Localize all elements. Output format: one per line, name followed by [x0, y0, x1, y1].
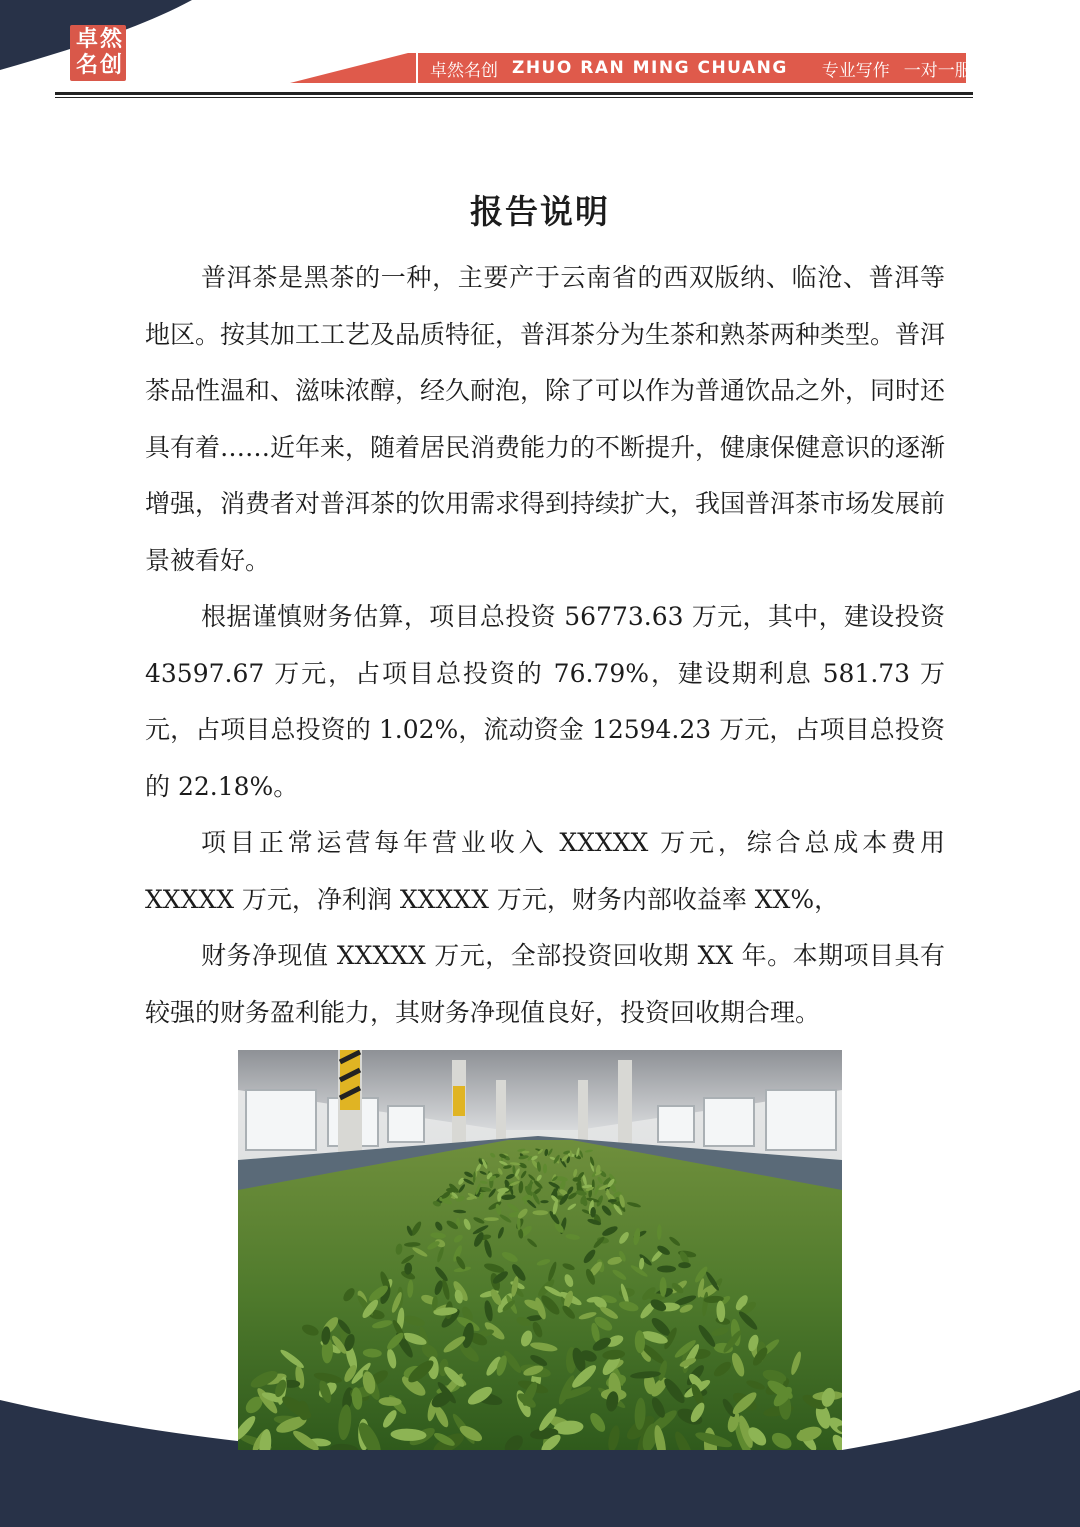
- header-banner: [418, 53, 989, 83]
- paragraph-investment: 根据谨慎财务估算，项目总投资 56773.63 万元，其中，建设投资 43597.67 万元，占项目总投资的 76.79%，建设期利息 581.73 万元，占项目总投资的 1.02%，流动资金 12594.23 万元，占项目总投资的 22.18%。: [145, 602, 945, 801]
- banner-brand-cn: 卓然名创: [430, 60, 498, 81]
- banner-slogan-1: 专业写作: [821, 60, 890, 81]
- report-body: [145, 250, 945, 1041]
- logo-char: 名: [76, 53, 99, 78]
- page-title: 报告说明: [470, 192, 610, 231]
- logo-char: 创: [100, 53, 123, 78]
- header-rule-thin: [55, 97, 973, 98]
- paragraph-npv: 财务净现值 XXXXX 万元，全部投资回收期 XX 年。本期项目具有较强的财务盈利能力，其财务净现值良好，投资回收期合理。: [145, 941, 945, 1027]
- logo-char: 卓: [76, 27, 99, 52]
- paragraph-intro: 普洱茶是黑茶的一种，主要产于云南省的西双版纳、临沧、普洱等地区。按其加工工艺及品质特征，普洱茶分为生茶和熟茶两种类型。普洱茶品性温和、滋味浓醇，经久耐泡，除了可以作为普通饮品之外，同时还具有着……近年来，随着居民消费能力的不断提升，健康保健意识的逐渐增强，消费者对普洱茶的饮用需求得到持续扩大，我国普洱茶市场发展前景被看好。: [145, 263, 946, 575]
- banner-wedge-decoration: [290, 52, 420, 84]
- banner-brand-en: ZHUO RAN MING CHUANG: [512, 58, 788, 78]
- tea-leaves-photo: [238, 1050, 842, 1450]
- banner-slogan-2: 一对一服务: [903, 60, 989, 81]
- paragraph-revenue: 项目正常运营每年营业收入 XXXXX 万元，综合总成本费用 XXXXX 万元，净利润 XXXXX 万元，财务内部收益率 XX%，: [145, 828, 945, 914]
- brand-logo: [70, 25, 126, 81]
- header-rule-thick: [55, 92, 973, 95]
- logo-char: 然: [100, 27, 123, 52]
